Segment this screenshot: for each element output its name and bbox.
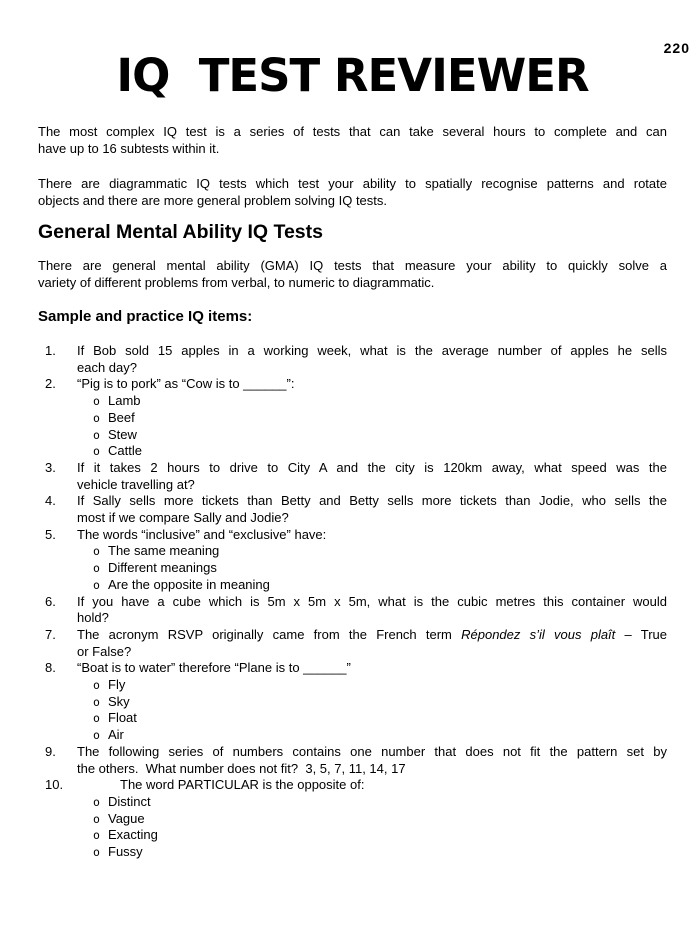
document-page <box>0 40 697 933</box>
option-row <box>77 677 667 694</box>
circle-bullet-icon: o <box>93 444 100 459</box>
circle-bullet-icon: o <box>93 694 100 709</box>
question-line-part: The acronym RSVP originally came from the French term <box>77 626 462 642</box>
circle-bullet-icon: o <box>93 394 100 409</box>
question-number: 5. <box>45 526 56 542</box>
paragraph-line: There are diagrammatic IQ tests which test your ability to spatially recognise patterns and rotate <box>38 176 667 191</box>
paragraph-line: There are general mental ability (GMA) IQ tests that measure your ability to quickly solve a <box>38 258 667 273</box>
circle-bullet-icon: o <box>93 678 100 693</box>
question-text <box>77 527 667 594</box>
option-label: Cattle <box>108 443 142 459</box>
question-number: 6. <box>45 593 56 609</box>
option-row <box>77 443 667 460</box>
question-text <box>77 493 667 526</box>
question-6 <box>45 594 667 627</box>
question-line: or False? <box>77 643 132 659</box>
question-text <box>77 594 667 627</box>
question-text <box>77 627 667 660</box>
option-row <box>77 393 667 410</box>
question-line: If you have a cube which is 5m x 5m x 5m, what is the cubic metres this container would <box>77 593 667 609</box>
circle-bullet-icon: o <box>93 427 100 442</box>
option-row <box>77 560 667 577</box>
option-row <box>77 811 667 828</box>
question-line: If Bob sold 15 apples in a working week, what is the average number of apples he sells <box>77 343 667 358</box>
option-row <box>77 794 667 811</box>
circle-bullet-icon: o <box>93 561 100 576</box>
paragraph-line: objects and there are more general problem solving IQ tests. <box>38 193 388 208</box>
option-row <box>77 577 667 594</box>
question-line: The words “inclusive” and “exclusive” have: <box>77 526 327 542</box>
paragraph-line: have up to 16 subtests within it. <box>38 141 220 156</box>
question-number: 2. <box>45 376 56 392</box>
option-label: Are the opposite in meaning <box>108 576 270 592</box>
question-list <box>38 343 667 861</box>
question-4 <box>45 493 667 526</box>
question-line: most if we compare Sally and Jodie? <box>77 510 289 526</box>
option-label: Beef <box>108 409 135 425</box>
option-label: Vague <box>108 810 145 826</box>
question-line: “Boat is to water” therefore “Plane is to ______” <box>77 660 351 676</box>
question-text <box>77 343 667 376</box>
option-label: Sky <box>108 693 130 709</box>
option-label: Fly <box>108 677 126 693</box>
question-number: 7. <box>45 626 56 642</box>
option-label: Lamb <box>108 393 141 409</box>
option-row <box>77 543 667 560</box>
question-line <box>77 627 667 644</box>
option-label: Distinct <box>108 793 151 809</box>
option-label: Fussy <box>108 844 143 860</box>
option-row <box>77 844 667 861</box>
question-text <box>77 660 667 744</box>
intro-paragraph-2 <box>38 175 667 209</box>
circle-bullet-icon: o <box>93 845 100 860</box>
option-label: The same meaning <box>108 543 220 559</box>
document-title: IQ TEST REVIEWER <box>116 49 589 102</box>
question-text <box>77 777 667 861</box>
option-label: Exacting <box>108 827 158 843</box>
option-label: Air <box>108 727 124 743</box>
question-line: The word PARTICULAR is the opposite of: <box>120 777 365 793</box>
question-text <box>77 376 667 460</box>
circle-bullet-icon: o <box>93 410 100 425</box>
question-number: 3. <box>45 459 56 475</box>
page-content <box>0 49 697 861</box>
question-1 <box>45 343 667 376</box>
circle-bullet-icon: o <box>93 544 100 559</box>
circle-bullet-icon: o <box>93 811 100 826</box>
question-8 <box>45 660 667 744</box>
option-label: Stew <box>108 426 137 442</box>
circle-bullet-icon: o <box>93 711 100 726</box>
option-label: Float <box>108 710 137 726</box>
question-number: 9. <box>45 743 56 759</box>
circle-bullet-icon: o <box>93 828 100 843</box>
question-line-part: – True <box>615 626 668 642</box>
question-10 <box>45 777 667 861</box>
circle-bullet-icon: o <box>93 577 100 592</box>
question-line: hold? <box>77 610 109 626</box>
page-number <box>650 40 690 56</box>
question-5 <box>45 527 667 594</box>
question-2 <box>45 376 667 460</box>
page-number-text: 220 <box>663 40 690 56</box>
question-line: If Sally sells more tickets than Betty and Betty sells more tickets than Jodie, who sells the <box>77 493 667 509</box>
circle-bullet-icon: o <box>93 728 100 743</box>
option-row <box>77 427 667 444</box>
question-line: The following series of numbers contains one number that does not fit the pattern set by <box>77 743 667 759</box>
option-row <box>77 827 667 844</box>
section-heading: General Mental Ability IQ Tests <box>38 221 323 243</box>
question-number: 1. <box>45 343 56 358</box>
question-line: the others. What number does not fit? 3, 5, 7, 11, 14, 17 <box>77 760 406 776</box>
list-heading: Sample and practice IQ items: <box>38 308 253 325</box>
french-term-italic: Répondez s’il vous plaît <box>461 626 616 642</box>
question-text <box>77 460 667 493</box>
question-text <box>77 744 667 777</box>
paragraph-line: variety of different problems from verbal, to numeric to diagrammatic. <box>38 275 435 290</box>
question-line: vehicle travelling at? <box>77 476 195 492</box>
question-number: 8. <box>45 660 56 676</box>
option-row <box>77 694 667 711</box>
question-3 <box>45 460 667 493</box>
section-paragraph <box>38 257 667 291</box>
option-label: Different meanings <box>108 560 217 576</box>
question-9 <box>45 744 667 777</box>
question-line: “Pig is to pork” as “Cow is to ______”: <box>77 376 295 392</box>
paragraph-line: The most complex IQ test is a series of tests that can take several hours to complete and can <box>38 124 667 139</box>
option-row <box>77 727 667 744</box>
option-row <box>77 410 667 427</box>
intro-paragraph-1 <box>38 123 667 157</box>
option-row <box>77 710 667 727</box>
circle-bullet-icon: o <box>93 794 100 809</box>
question-number: 10. <box>45 777 64 793</box>
question-line: If it takes 2 hours to drive to City A and the city is 120km away, what speed was the <box>77 459 667 475</box>
question-7 <box>45 627 667 660</box>
question-line: each day? <box>77 359 137 375</box>
question-number: 4. <box>45 493 56 509</box>
